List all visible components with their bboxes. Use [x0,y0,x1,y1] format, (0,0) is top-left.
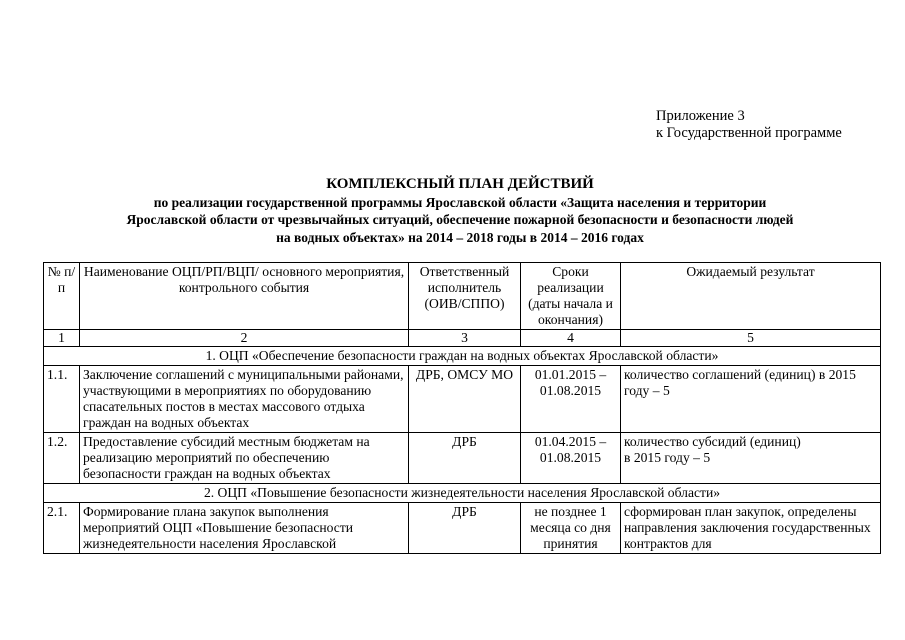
row-2-1-num: 2.1. [44,503,80,554]
title-line-3: на водных объектах» на 2014 – 2018 годы в 2014 – 2016 годах [276,229,644,245]
col-number-4: 4 [521,330,621,347]
row-2-1-result-cell [621,503,881,554]
section-row-1 [44,347,881,366]
row-1-1-name: Заключение соглашений с муниципальными районами, участвующими в мероприятиях по оборудованию спасательных постов в местах массового отдыха граждан на водных объектах [80,366,409,433]
header-num: № п/п [44,263,80,330]
row-1-2-terms: 01.04.2015 – 01.08.2015 [521,433,621,484]
row-2-1-terms-cell [521,503,621,554]
row-1-2-num: 1.2. [44,433,80,484]
table-header-row [44,263,881,330]
section-row-2 [44,484,881,503]
row-1-2-executor: ДРБ [409,433,521,484]
col-number-2: 2 [80,330,409,347]
action-plan-table [43,262,881,554]
col-number-1: 1 [44,330,80,347]
title-main: КОМПЛЕКСНЫЙ ПЛАН ДЕЙСТВИЙ [326,176,594,192]
document-title [40,176,880,246]
header-executor: Ответственный исполнитель (ОИВ/СППО) [409,263,521,330]
header-result: Ожидаемый результат [621,263,881,330]
row-1-1-num: 1.1. [44,366,80,433]
col-number-5: 5 [621,330,881,347]
row-1-2-result-line-1: количество субсидий (единиц) [624,434,801,449]
title-line-1: по реализации государственной программы Ярославской области «Защита населения и территории [153,194,767,210]
row-1-1-terms: 01.01.2015 – 01.08.2015 [521,366,621,433]
column-numbers-row [44,330,881,347]
row-2-1-name-cell [80,503,409,554]
appendix-line-1: Приложение 3 [656,108,745,124]
table-row [44,433,881,484]
table-row [44,503,881,554]
title-line-2: Ярославской области от чрезвычайных ситуаций, обеспечение пожарной безопасности и безопасности людей [126,212,794,227]
row-2-1-executor: ДРБ [409,503,521,554]
section-1-title: 1. ОЦП «Обеспечение безопасности граждан на водных объектах Ярославской области» [44,347,881,366]
row-1-1-result: количество соглашений (единиц) в 2015 году – 5 [621,366,881,433]
header-terms: Сроки реализации (даты начала и окончания) [521,263,621,330]
row-1-2-name: Предоставление субсидий местным бюджетам на реализацию мероприятий по обеспечению безопасности граждан на водных объектах [80,433,409,484]
col-number-3: 3 [409,330,521,347]
table-row [44,366,881,433]
section-2-title: 2. ОЦП «Повышение безопасности жизнедеятельности населения Ярославской области» [44,484,881,503]
row-2-1-terms: не позднее 1 месяца со дня принятия [530,504,611,551]
row-2-1-name: Формирование плана закупок выполнения мероприятий ОЦП «Повышение безопасности жизнедеятельности населения Ярославской [83,504,354,551]
row-1-2-result-line-2: в 2015 году – 5 [624,450,711,465]
appendix-note [656,108,842,142]
row-1-2-result [621,433,881,484]
row-1-1-executor: ДРБ, ОМСУ МО [409,366,521,433]
row-2-1-result: сформирован план закупок, определены направления заключения государственных контрактов для [624,504,871,551]
header-name: Наименование ОЦП/РП/ВЦП/ основного мероприятия, контрольного события [80,263,409,330]
appendix-line-2: к Государственной программе [656,125,842,141]
